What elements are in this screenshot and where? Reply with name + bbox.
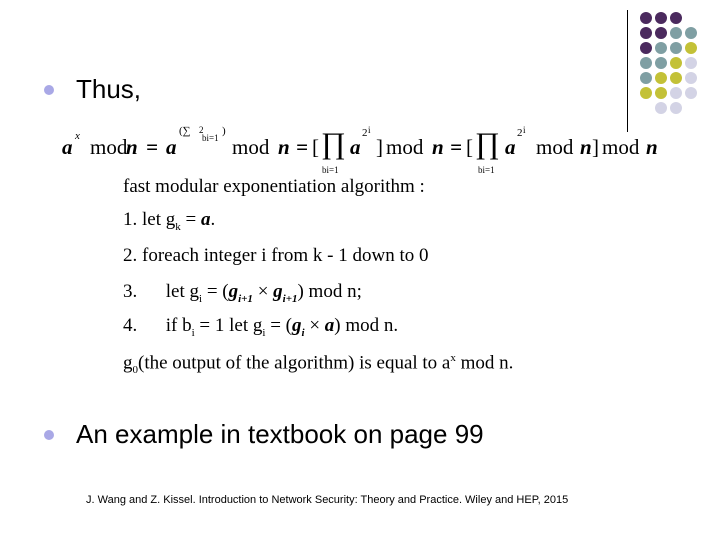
decorative-vertical-line xyxy=(627,10,628,132)
formula-bracket-close: ] xyxy=(376,135,383,159)
formula-product-sub: bi=1 xyxy=(478,165,495,175)
decorative-dot xyxy=(670,27,682,39)
algorithm-step-3 xyxy=(123,281,362,305)
step1-a: a xyxy=(200,209,211,230)
result-sub: 0 xyxy=(132,364,138,377)
formula-equals: = xyxy=(450,135,462,159)
bullet-item-example xyxy=(44,419,484,450)
formula-product: ∏ xyxy=(475,127,500,160)
formula-product: ∏ xyxy=(321,127,346,160)
formula-n: n xyxy=(126,135,138,159)
step4-eq: = ( xyxy=(265,315,292,336)
step4-g-sub: i xyxy=(301,326,305,339)
step4-a: a xyxy=(324,315,335,336)
formula-n: n xyxy=(278,135,290,159)
step3-eq: = ( xyxy=(202,281,229,302)
formula-sum-close: ) xyxy=(222,125,226,137)
decorative-dot xyxy=(670,102,682,114)
step3-text: let g xyxy=(165,281,199,302)
bullet-item-thus xyxy=(44,74,141,105)
step4-sub2: i xyxy=(262,326,266,339)
formula-base-a: a xyxy=(350,135,361,159)
decorative-dot xyxy=(670,12,682,24)
decorative-dot xyxy=(655,87,667,99)
formula-pow-i: i xyxy=(523,125,526,135)
decorative-dot xyxy=(685,87,697,99)
decorative-dot xyxy=(640,57,652,69)
bullet-dot-icon xyxy=(44,430,54,440)
step3-num: 3. xyxy=(123,281,138,302)
step4-post: ) mod n. xyxy=(334,315,399,336)
formula-pow-two: 2 xyxy=(362,127,368,139)
formula-mod: mod xyxy=(602,135,640,159)
step1-eq: = xyxy=(180,209,201,230)
algorithm-title: fast modular exponentiation algorithm : xyxy=(123,176,425,197)
decorative-dot xyxy=(670,87,682,99)
step4-num: 4. xyxy=(123,315,138,336)
formula-mod: mod xyxy=(536,135,574,159)
result-sup: x xyxy=(450,352,456,364)
step4-g: g xyxy=(292,315,302,336)
step3-times: × xyxy=(252,281,274,302)
decorative-dot xyxy=(670,57,682,69)
step1-end: . xyxy=(210,209,216,230)
bullet-text: An example in textbook on page 99 xyxy=(76,419,484,449)
step4-times: × xyxy=(304,315,325,336)
step1-sub: k xyxy=(175,220,181,233)
formula-base-a: a xyxy=(505,135,516,159)
decorative-dot xyxy=(685,57,697,69)
algorithm-step-4 xyxy=(123,315,398,339)
decorative-dot xyxy=(685,42,697,54)
formula-exp-x: x xyxy=(75,130,80,142)
decorative-dot xyxy=(685,72,697,84)
algorithm-step-1 xyxy=(123,209,215,233)
formula-sum-open: (∑ xyxy=(179,125,191,137)
decorative-dot xyxy=(670,72,682,84)
step4-mid: = 1 let g xyxy=(194,315,263,336)
formula-equals: = xyxy=(146,135,158,159)
decorative-dot xyxy=(640,27,652,39)
step3-g1-sub: i+1 xyxy=(238,292,253,305)
decorative-dot xyxy=(655,27,667,39)
step4-sub: i xyxy=(191,326,195,339)
decorative-dot xyxy=(670,42,682,54)
decorative-dot xyxy=(685,27,697,39)
algorithm-step-2: 2. foreach integer i from k - 1 down to 0 xyxy=(123,245,429,266)
step3-g2-sub: i+1 xyxy=(282,292,298,305)
step4-text: if b xyxy=(165,315,192,336)
formula-sum-two: 2 xyxy=(199,125,204,135)
decorative-dot xyxy=(655,12,667,24)
bullet-text: Thus, xyxy=(76,74,142,104)
formula-base-a: a xyxy=(62,135,73,159)
decorative-dot xyxy=(655,57,667,69)
decorative-dot xyxy=(640,72,652,84)
result-text: (the output of the algorithm) is equal to a xyxy=(138,352,451,374)
formula-mod: mod xyxy=(386,135,424,159)
algorithm-result xyxy=(123,352,513,376)
decorative-dot-grid xyxy=(640,12,716,120)
formula-mod: mod xyxy=(232,135,270,159)
decorative-dot xyxy=(640,12,652,24)
formula-sum-sub: bi=1 xyxy=(202,133,219,143)
formula-bracket-open: [ xyxy=(466,135,473,159)
exponentiation-formula xyxy=(62,125,670,183)
bullet-dot-icon xyxy=(44,85,54,95)
formula-base-a: a xyxy=(166,135,177,159)
step3-post: ) mod n; xyxy=(297,281,362,302)
decorative-dot xyxy=(655,102,667,114)
decorative-dot xyxy=(655,42,667,54)
step1-text: 1. let g xyxy=(123,209,176,230)
formula-pow-two: 2 xyxy=(517,127,523,139)
formula-n: n xyxy=(432,135,444,159)
formula-n: n xyxy=(646,135,658,159)
step3-g2: g xyxy=(273,281,283,302)
result-post: mod n. xyxy=(455,352,514,374)
decorative-dot xyxy=(640,42,652,54)
decorative-dot xyxy=(640,87,652,99)
formula-bracket-close: ] xyxy=(592,135,599,159)
formula-n: n xyxy=(580,135,592,159)
result-g: g xyxy=(123,352,133,374)
formula-equals: = xyxy=(296,135,308,159)
step3-g1: g xyxy=(228,281,239,302)
formula-product-sub: bi=1 xyxy=(322,165,339,175)
step3-sub: i xyxy=(199,292,203,305)
formula-mod: mod xyxy=(90,135,128,159)
formula-pow-i: i xyxy=(368,125,371,135)
citation-footer: J. Wang and Z. Kissel. Introduction to Network Security: Theory and Practice. Wiley and HEP, 2015 xyxy=(86,494,569,506)
decorative-dot xyxy=(655,72,667,84)
formula-bracket-open: [ xyxy=(312,135,319,159)
